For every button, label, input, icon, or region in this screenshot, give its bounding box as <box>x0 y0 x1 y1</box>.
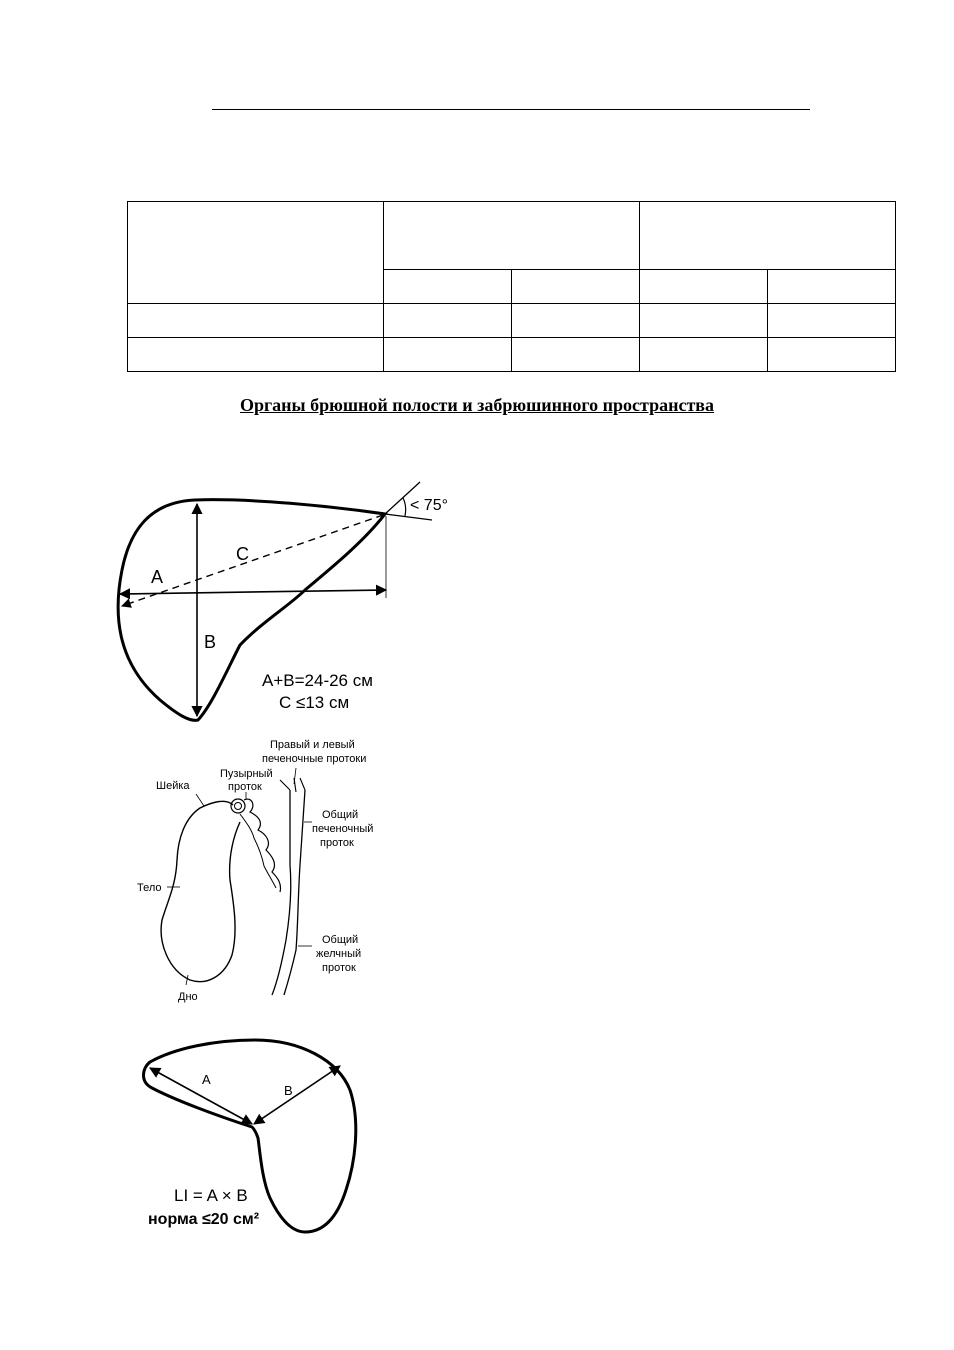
gb-common-hepatic-1: Общий <box>322 809 359 821</box>
liver-formula-sum: A+B=24-26 см <box>262 671 373 690</box>
gb-cystic-duct-2: проток <box>228 781 262 793</box>
liver-label-a: A <box>151 567 164 587</box>
gb-fundus-label: Дно <box>178 991 198 1003</box>
section-title: Органы брюшной полости и забрюшинного пространства <box>239 395 715 415</box>
gb-body-label: Тело <box>137 882 162 894</box>
gb-hepatic-ducts-2: печеночные протоки <box>262 753 367 765</box>
gallbladder-diagram <box>137 739 373 1003</box>
liver-label-b: B <box>204 632 217 652</box>
liver-diagram <box>118 482 448 720</box>
gb-common-bile-3: проток <box>322 962 356 974</box>
liver-formula-c: C ≤13 см <box>279 693 350 712</box>
spleen-norm: норма ≤20 см² <box>148 1211 260 1228</box>
gb-common-bile-2: желчный <box>316 948 362 960</box>
gb-neck-label: Шейка <box>156 780 190 792</box>
spleen-label-b: B <box>284 1083 293 1098</box>
spleen-diagram <box>144 1040 356 1232</box>
spleen-label-a: A <box>202 1072 211 1087</box>
gb-hepatic-ducts-1: Правый и левый <box>270 739 355 751</box>
liver-angle-label: < 75° <box>410 497 448 514</box>
gb-common-bile-1: Общий <box>322 934 359 946</box>
liver-label-c: C <box>236 544 249 564</box>
gb-common-hepatic-3: проток <box>320 837 354 849</box>
gallbladder-outline <box>161 801 240 981</box>
gb-cystic-duct-1: Пузырный <box>220 768 273 780</box>
spleen-formula: LI = A × B <box>174 1186 248 1205</box>
gb-common-hepatic-2: печеночный <box>312 823 374 835</box>
